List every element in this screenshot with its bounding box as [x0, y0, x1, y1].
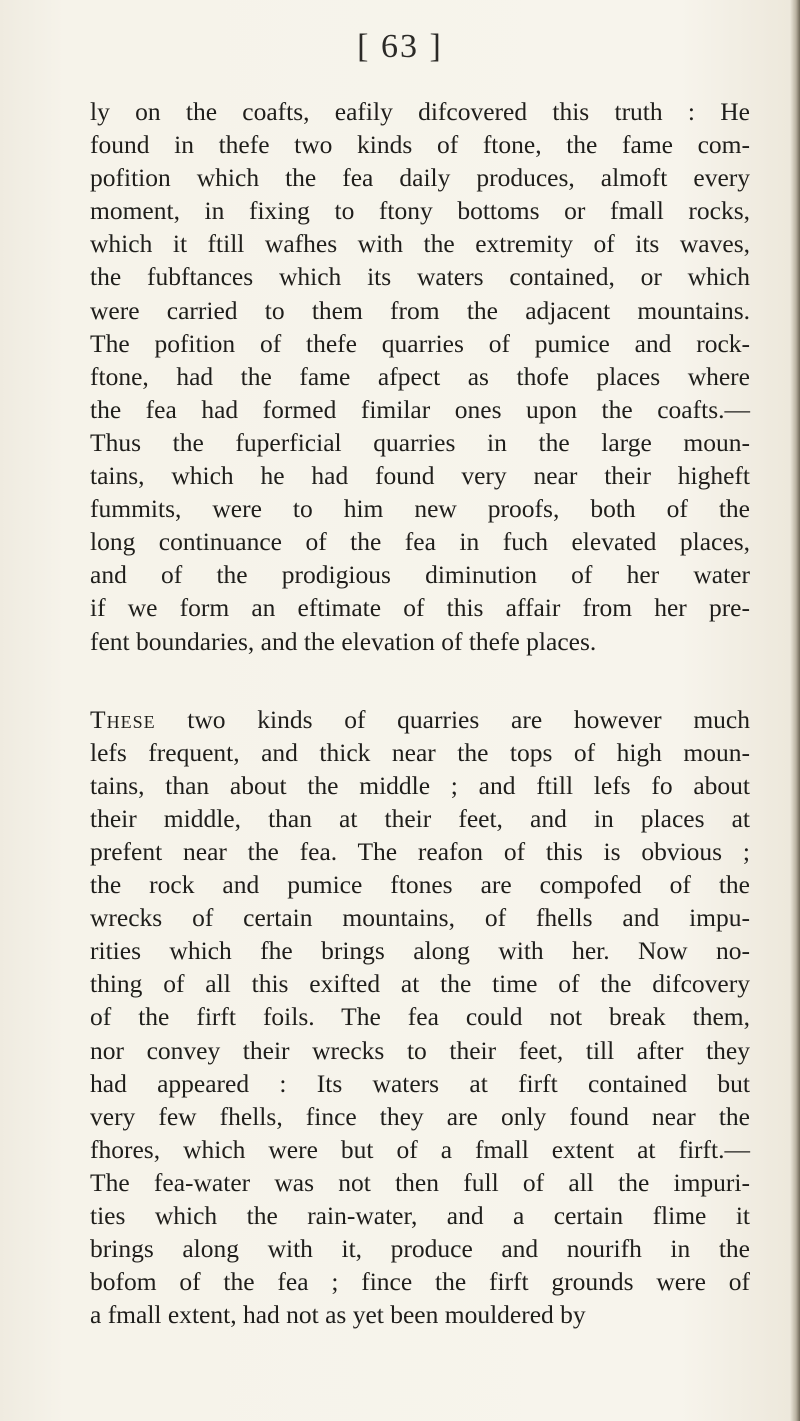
paragraph-2	[90, 703, 750, 1332]
text-line: fhores, which were but of a fmall extent at firft.—	[90, 1134, 750, 1164]
text-line: if we form an eftimate of this affair from her pre-	[90, 593, 750, 623]
page-edge	[790, 0, 800, 1421]
page-number: [ 63 ]	[357, 28, 443, 65]
text-line: moment, in fixing to ftony bottoms or fmall rocks,	[90, 196, 750, 226]
text-line-first	[90, 703, 750, 736]
first-line-rest: two kinds of quarries are however much	[155, 704, 750, 734]
text-line: rities which fhe brings along with her. Now no-	[90, 936, 750, 966]
text-line: The fea-water was not then full of all the impuri-	[90, 1167, 750, 1197]
body-text	[90, 95, 750, 1331]
text-line: which it ftill wafhes with the extremity of its waves,	[90, 229, 750, 259]
text-line: lefs frequent, and thick near the tops of high moun-	[90, 737, 750, 767]
text-line: thing of all this exifted at the time of the difcovery	[90, 969, 750, 999]
drop-word: These	[90, 704, 156, 734]
text-line: very few fhells, fince they are only found near the	[90, 1101, 750, 1131]
text-line: ly on the coafts, eafily difcovered this truth : He	[90, 97, 750, 126]
text-line: were carried to them from the adjacent mountains.	[90, 295, 750, 325]
text-line: ftone, had the fame afpect as thofe places where	[90, 361, 750, 391]
text-line: their middle, than at their feet, and in places at	[90, 803, 750, 833]
text-line: brings along with it, produce and nourifh in the	[90, 1234, 750, 1264]
text-line: nor convey their wrecks to their feet, till after they	[90, 1035, 750, 1065]
paragraph-1	[90, 95, 750, 658]
text-line: bofom of the fea ; fince the firft grounds were of	[90, 1267, 750, 1297]
text-line: Thus the fuperficial quarries in the large moun-	[90, 427, 750, 457]
paragraph-gap	[90, 658, 750, 703]
text-line: prefent near the fea. The reafon of this is obvious ;	[90, 836, 750, 866]
text-line: found in thefe two kinds of ftone, the fame com-	[90, 130, 750, 160]
text-line: the rock and pumice ftones are compofed of the	[90, 870, 750, 900]
text-line: fent boundaries, and the elevation of thefe places.	[90, 626, 597, 656]
text-line: the fubftances which its waters contained, or which	[90, 262, 750, 292]
text-line: fummits, were to him new proofs, both of the	[90, 494, 750, 524]
text-line: had appeared : Its waters at firft contained but	[90, 1068, 750, 1098]
text-line: long continuance of the fea in fuch elevated places,	[90, 527, 750, 557]
text-line: of the firft foils. The fea could not break them,	[90, 1002, 750, 1032]
text-line: The pofition of thefe quarries of pumice and rock-	[90, 328, 750, 358]
text-line: wrecks of certain mountains, of fhells and impu-	[90, 903, 750, 933]
text-line: and of the prodigious diminution of her water	[90, 560, 750, 590]
text-line: a fmall extent, had not as yet been mouldered by	[90, 1300, 586, 1330]
text-line: tains, than about the middle ; and ftill lefs fo about	[90, 770, 750, 800]
text-line: tains, which he had found very near their higheft	[90, 461, 750, 491]
text-line: ties which the rain-water, and a certain flime it	[90, 1201, 750, 1230]
text-line: the fea had formed fimilar ones upon the coafts.—	[90, 394, 750, 424]
text-line: pofition which the fea daily produces, almoft every	[90, 163, 750, 193]
